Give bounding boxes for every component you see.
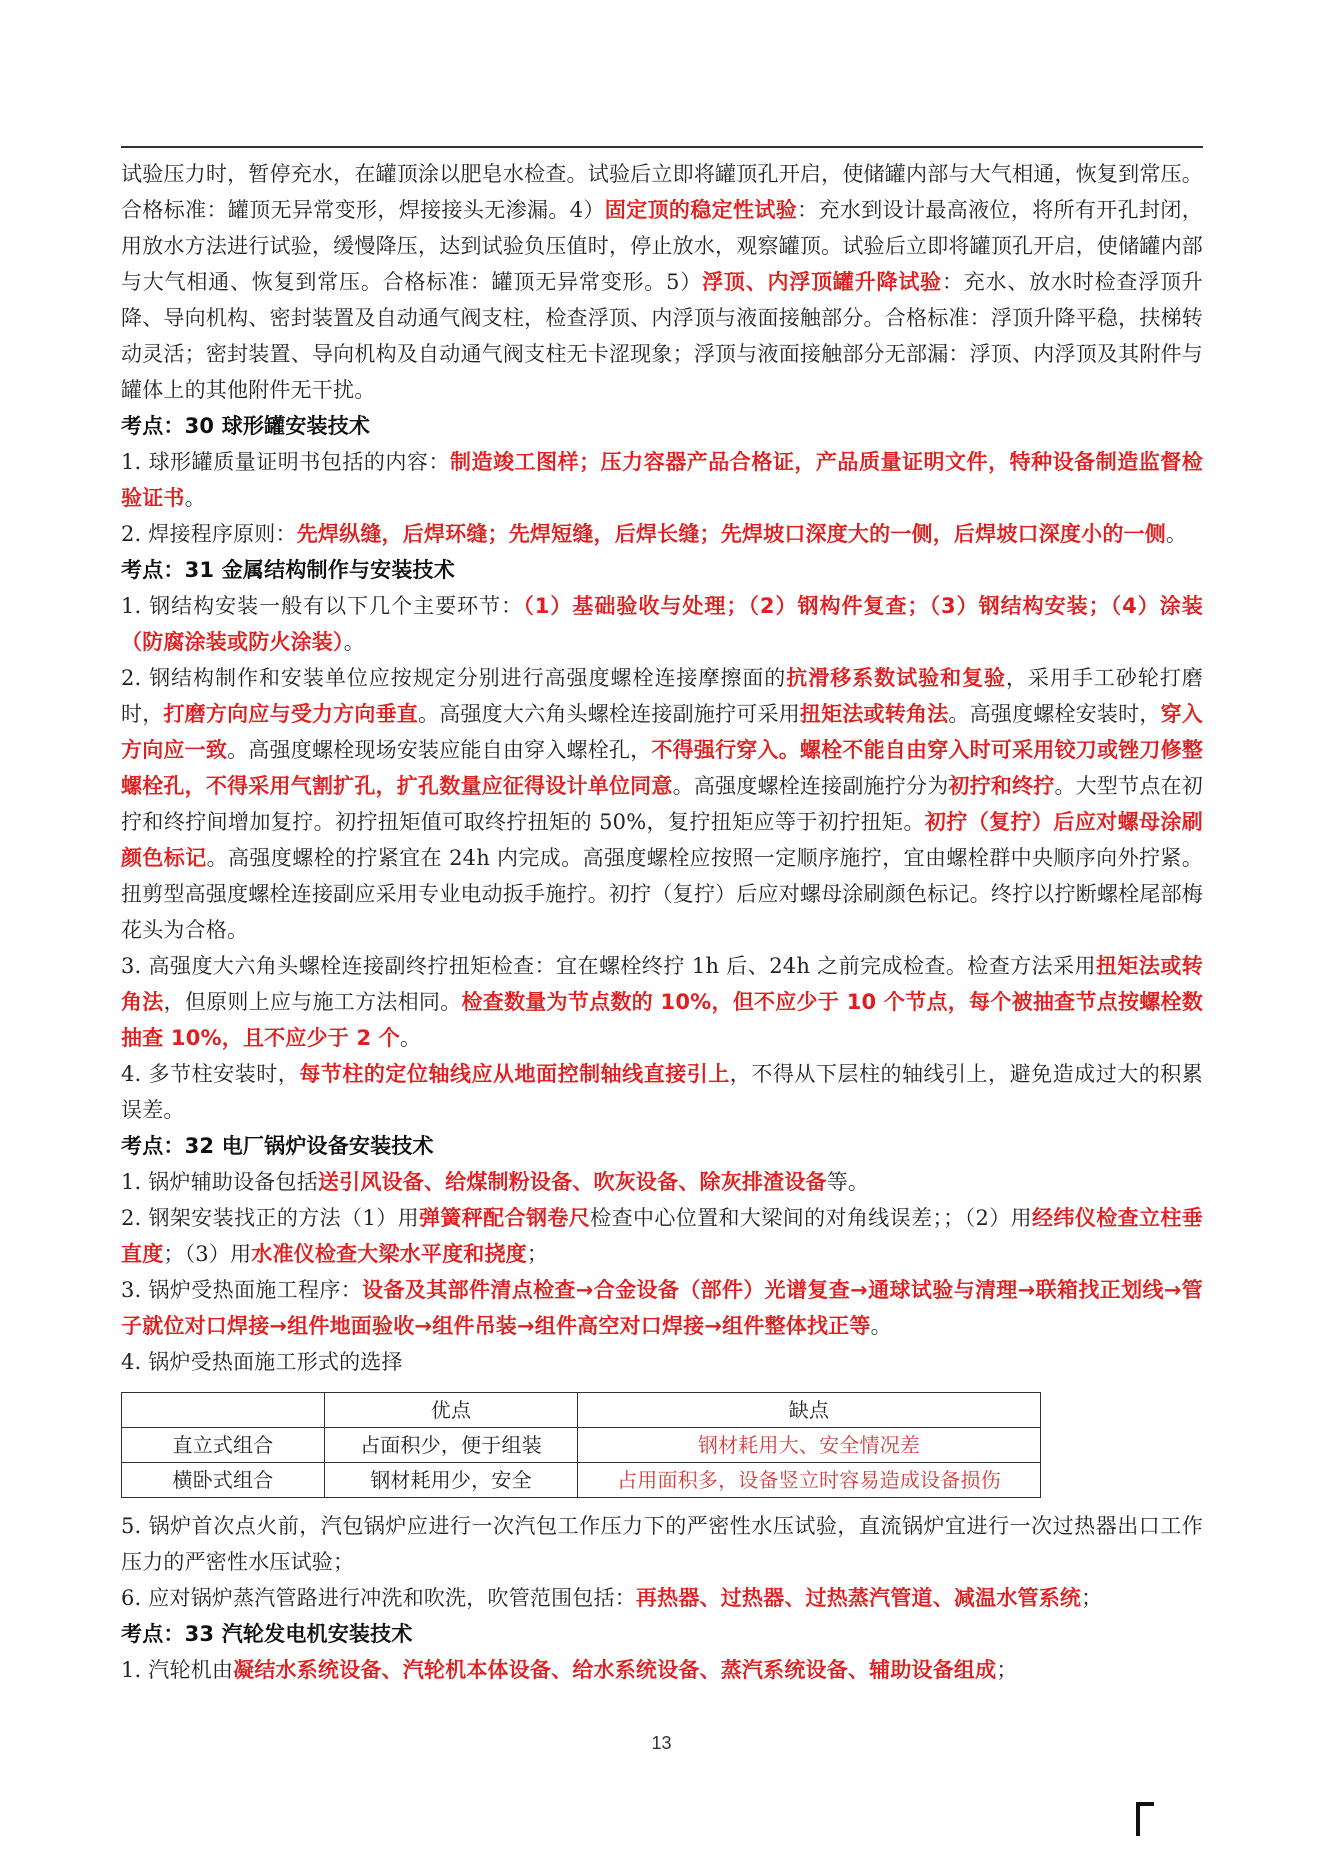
highlight-text: 打磨方向应与受力方向垂直 [163, 702, 419, 726]
highlight-text: 抗滑移系数试验和复验 [786, 666, 1007, 690]
body-text: 5. 锅炉首次点火前，汽包锅炉应进行一次汽包工作压力下的严密性水压试验，直流锅炉宜进行一次过热器出口工作压力的严密性水压试验； [121, 1514, 1203, 1574]
body-text: ，但原则上应与施工方法相同。 [163, 990, 462, 1014]
highlight-text: 扭矩法或转角法 [121, 954, 1203, 1014]
corner-mark [1136, 1802, 1154, 1836]
table-cell: 占面积少，便于组装 [325, 1428, 578, 1463]
body-text: 。 [184, 486, 206, 510]
body-text: 。高强度螺栓的拧紧宜在 24h 内完成。高强度螺栓应按照一定顺序施拧，宜由螺栓群中央顺序向外拧紧。扭剪型高强度螺栓连接副应采用专业电动扳手施拧。初拧（复拧）后应对螺母涂刷颜色标记。终拧以拧断螺栓尾部梅花头为合格。 [121, 846, 1203, 942]
body-text: ，采用手工砂轮打磨时， [121, 666, 1204, 726]
section-heading [121, 408, 1203, 444]
body-text: 1. 汽轮机由 [121, 1658, 234, 1682]
page-number: 13 [651, 1733, 672, 1753]
paragraphs-after-table [121, 1508, 1203, 1688]
body-text: 2. 钢架安装找正的方法（1）用 [121, 1206, 419, 1230]
section-heading [121, 1616, 1203, 1652]
highlight-text: 送引风设备、给煤制粉设备、吹灰设备、除灰排渣设备 [317, 1170, 827, 1194]
body-text: 6. 应对锅炉蒸汽管路进行冲洗和吹洗，吹管范围包括： [121, 1586, 636, 1610]
table-cell: 占用面积多，设备竖立时容易造成设备损伤 [578, 1463, 1041, 1498]
body-text: 考点：31 金属结构制作与安装技术 [121, 558, 455, 582]
highlight-text: 检查数量为节点数的 10%，但不应少于 10 个节点，每个被抽查节点按螺栓数抽查 10%，且不应少于 2 个 [121, 990, 1203, 1050]
paragraph [121, 1272, 1203, 1344]
table-header-cell [122, 1393, 325, 1428]
paragraph [121, 948, 1203, 1056]
body-text: 。高强度螺栓现场安装应能自由穿入螺栓孔， [227, 738, 652, 762]
paragraph [121, 1344, 1203, 1380]
body-text: 1. 球形罐质量证明书包括的内容： [121, 450, 450, 474]
body-text: 。 [400, 1026, 422, 1050]
table-cell: 钢材耗用少，安全 [325, 1463, 578, 1498]
body-text: 等。 [826, 1170, 870, 1194]
table-cell: 横卧式组合 [122, 1463, 325, 1498]
body-text: ；（3）用 [163, 1242, 252, 1266]
body-text: 。大型节点在初拧和终拧间增加复拧。初拧扭矩值可取终拧扭矩的 50%，复拧扭矩应等于初拧扭矩。 [121, 774, 1203, 834]
paragraph [121, 156, 1203, 408]
body-text: 。 [1165, 522, 1188, 546]
paragraph [121, 516, 1203, 552]
paragraph [121, 1056, 1203, 1128]
highlight-text: 弹簧秤配合钢卷尺 [419, 1206, 591, 1230]
highlight-text: 固定顶的稳定性试验 [604, 198, 798, 222]
highlight-text: 穿入方向应一致 [121, 702, 1203, 762]
highlight-text: 不得强行穿入。螺栓不能自由穿入时可采用铰刀或锉刀修整螺栓孔，不得采用气割扩孔，扩孔数量应征得设计单位同意 [121, 738, 1204, 798]
paragraph [121, 1508, 1203, 1580]
highlight-text: 先焊纵缝，后焊环缝；先焊短缝，后焊长缝；先焊坡口深度大的一侧，后焊坡口深度小的一侧 [296, 522, 1166, 546]
body-text: 1. 锅炉辅助设备包括 [121, 1170, 318, 1194]
highlight-text: 凝结水系统设备、汽轮机本体设备、给水系统设备、蒸汽系统设备、辅助设备组成 [233, 1658, 997, 1682]
body-text: 考点：30 球形罐安装技术 [121, 414, 371, 438]
table-cell: 钢材耗用大、安全情况差 [578, 1428, 1041, 1463]
highlight-text: 初拧和终拧 [948, 774, 1055, 798]
paragraph [121, 660, 1203, 948]
highlight-text: 扭矩法或转角法 [799, 702, 949, 726]
body-text: 。 [870, 1314, 892, 1338]
paragraph [121, 1164, 1203, 1200]
section-heading [121, 552, 1203, 588]
top-rule [121, 146, 1203, 148]
body-text: 考点：32 电厂锅炉设备安装技术 [121, 1134, 434, 1158]
table-row [122, 1463, 1041, 1498]
body-text: 。高强度螺栓安装时， [948, 702, 1161, 726]
paragraphs-before-table [121, 156, 1203, 1380]
body-text: 2. 钢结构制作和安装单位应按规定分别进行高强度螺栓连接摩擦面的 [121, 666, 787, 690]
body-text: 3. 高强度大六角头螺栓连接副终拧扭矩检查：宜在螺栓终拧 1h 后、24h 之前完成检查。检查方法采用 [121, 954, 1096, 978]
highlight-text: （1）基础验收与处理；（2）钢构件复查；（3）钢结构安装；（4）涂装（防腐涂装或防火涂装） [121, 594, 1203, 654]
table-cell: 直立式组合 [122, 1428, 325, 1463]
body-text: ：充水、放水时检查浮顶升降、导向机构、密封装置及自动通气阀支柱，检查浮顶、内浮顶与液面接触部分。合格标准：浮顶升降平稳，扶梯转动灵活；密封装置、导向机构及自动通气阀支柱无卡涩现象；浮顶与液面接触部分无部漏：浮顶、内浮顶及其附件与罐体上的其他附件无干扰。 [121, 270, 1204, 402]
body-text: 考点：33 汽轮发电机安装技术 [121, 1622, 413, 1646]
table-header-cell: 优点 [325, 1393, 578, 1428]
body-text: 试验压力时，暂停充水，在罐顶涂以肥皂水检查。试验后立即将罐顶孔开启，使储罐内部与大气相通，恢复到常压。合格标准：罐顶无异常变形，焊接接头无渗漏。4） [121, 162, 1203, 222]
paragraph [121, 444, 1203, 516]
boiler-construction-table [121, 1392, 1041, 1498]
paragraph [121, 1580, 1203, 1616]
highlight-text: 制造竣工图样；压力容器产品合格证，产品质量证明文件，特种设备制造监督检验证书 [121, 450, 1203, 510]
highlight-text: 再热器、过热器、过热蒸汽管道、减温水管系统 [635, 1586, 1082, 1610]
body-text: ：充水到设计最高液位，将所有开孔封闭，用放水方法进行试验，缓慢降压，达到试验负压值时，停止放水，观察罐顶。试验后立即将罐顶孔开启，使储罐内部与大气相通、恢复到常压。合格标准：罐顶无异常变形。5） [121, 198, 1203, 294]
document-body [121, 156, 1203, 1688]
body-text: ； [996, 1658, 1018, 1682]
body-text: ； [1081, 1586, 1103, 1610]
table-header-row [122, 1393, 1041, 1428]
body-text: 1. 钢结构安装一般有以下几个主要环节： [121, 594, 524, 618]
body-text: 2. 焊接程序原则： [121, 522, 297, 546]
paragraph [121, 588, 1203, 660]
body-text: 。高强度螺栓连接副施拧分为 [672, 774, 949, 798]
table-header-cell: 缺点 [578, 1393, 1041, 1428]
highlight-text: 初拧（复拧）后应对螺母涂刷颜色标记 [121, 810, 1203, 870]
table-row [122, 1428, 1041, 1463]
body-text: ，不得从下层柱的轴线引上，避免造成过大的积累误差。 [121, 1062, 1203, 1122]
body-text: 4. 多节柱安装时， [121, 1062, 300, 1086]
body-text: ； [526, 1242, 549, 1266]
body-text: 3. 锅炉受热面施工程序： [121, 1278, 363, 1302]
highlight-text: 水准仪检查大梁水平度和挠度 [251, 1242, 527, 1266]
body-text: 。高强度大六角头螺栓连接副施拧可采用 [418, 702, 800, 726]
highlight-text: 浮顶、内浮顶罐升降试验 [702, 270, 942, 294]
body-text: 检查中心位置和大梁间的对角线误差；；（2）用 [590, 1206, 1033, 1230]
body-text: 。 [343, 630, 365, 654]
highlight-text: 设备及其部件清点检查→合金设备（部件）光谱复查→通球试验与清理→联箱找正划线→管子就位对口焊接→组件地面验收→组件吊装→组件高空对口焊接→组件整体找正等 [121, 1278, 1203, 1338]
body-text: 4. 锅炉受热面施工形式的选择 [121, 1350, 403, 1374]
paragraph [121, 1652, 1203, 1688]
section-heading [121, 1128, 1203, 1164]
paragraph [121, 1200, 1203, 1272]
highlight-text: 每节柱的定位轴线应从地面控制轴线直接引上 [299, 1062, 730, 1086]
highlight-text: 经纬仪检查立柱垂直度 [121, 1206, 1203, 1266]
